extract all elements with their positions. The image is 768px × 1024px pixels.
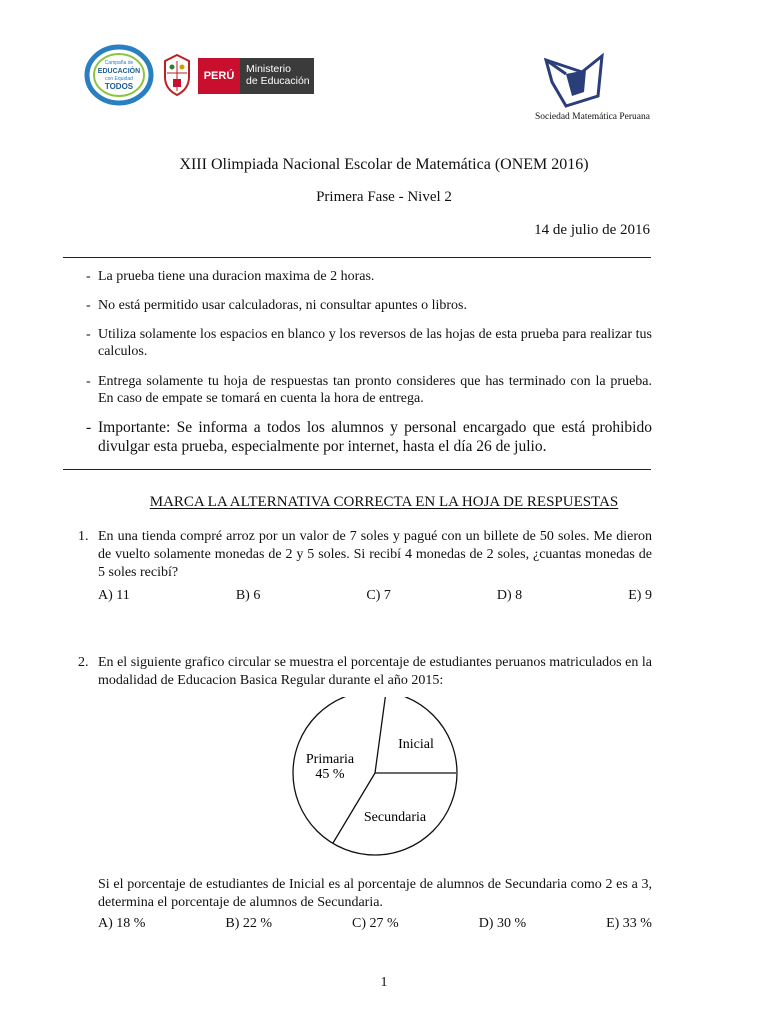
option-e: E) 9 — [628, 588, 652, 603]
pie-chart — [290, 697, 460, 857]
education-campaign-logo — [84, 44, 154, 106]
slice-label-inicial: Inicial — [398, 737, 434, 752]
exam-title: XIII Olimpiada Nacional Escolar de Matemática (ONEM 2016) — [179, 156, 589, 173]
instruction-item: - La prueba tiene una duracion maxima de 2 horas. — [86, 269, 375, 284]
question-1-options — [98, 588, 652, 604]
question-2-followup — [78, 876, 652, 912]
ministry-country: PERÚ — [198, 58, 240, 94]
exam-date: 14 de julio de 2016 — [534, 222, 650, 238]
slice-label-secundaria: Secundaria — [363, 810, 427, 825]
campaign-line-3: con Equidad — [105, 76, 133, 82]
campaign-line-4: TODOS — [104, 82, 134, 91]
campaign-line-1: Campaña de — [104, 60, 134, 66]
option-d: D) 30 % — [478, 916, 527, 931]
slice-label-primaria: Primaria — [305, 752, 355, 767]
option-c: C) 27 % — [352, 916, 399, 931]
option-a: A) 18 % — [98, 916, 146, 931]
option-e: E) 33 % — [606, 916, 652, 931]
question-text: En una tienda compré arroz por un valor de 7 soles y pagué con un billete de 50 soles. Me dieron de vuelto solamente monedas de 2 y 5 soles. Si recibí 4 monedas de 2 soles, ¿cuantas monedas de 5 soles recibí? — [98, 529, 652, 580]
exam-subtitle: Primera Fase - Nivel 2 — [316, 189, 452, 205]
option-b: B) 6 — [235, 588, 261, 603]
question-2 — [78, 654, 652, 690]
option-d: D) 8 — [496, 588, 523, 603]
instruction-item: - No está permitido usar calculadoras, ni consultar apuntes o libros. — [86, 298, 467, 313]
section-heading: MARCA LA ALTERNATIVA CORRECTA EN LA HOJA DE RESPUESTAS — [149, 494, 619, 510]
ministry-name-line2: de Educación — [246, 75, 310, 87]
peru-coat-of-arms-icon — [161, 53, 193, 97]
pie-divider-primaria-inicial — [375, 697, 386, 773]
question-followup-text: Si el porcentaje de estudiantes de Inicial es al porcentaje de alumnos de Secundaria como 2 es a 3, determina el porcentaje de alumnos de Secundaria. — [98, 877, 652, 910]
instruction-item: - Utiliza solamente los espacios en blanco y los reversos de las hojas de esta prueba para realizar tus calculos. — [86, 327, 652, 359]
question-2-options — [98, 916, 652, 932]
instruction-important: - Importante: Se informa a todos los alumnos y personal encargado que está prohibido divulgar esta prueba, especialmente por internet, hasta el día 26 de julio. — [86, 419, 652, 455]
divider-top — [63, 257, 651, 258]
ministry-name-line1: Ministerio — [246, 63, 291, 75]
option-a: A) 11 — [98, 588, 130, 603]
question-number: 1. — [78, 529, 89, 544]
option-b: B) 22 % — [225, 916, 273, 931]
ministry-badge — [198, 58, 314, 94]
pie-divider-secundaria-primaria — [333, 773, 375, 843]
smp-triangle-logo — [542, 52, 606, 108]
question-text: En el siguiente grafico circular se muestra el porcentaje de estudiantes peruanos matriculados en la modalidad de Educacion Basica Regular durante el año 2015: — [98, 655, 652, 688]
divider-bottom — [63, 469, 651, 470]
instruction-item: - Entrega solamente tu hoja de respuestas tan pronto consideres que has terminado con la prueba. En caso de empate se tomará en cuenta la hora de entrega. — [86, 374, 652, 406]
option-c: C) 7 — [366, 588, 391, 603]
slice-value-primaria: 45 % — [315, 767, 345, 782]
campaign-line-2: EDUCACIÓN — [97, 68, 141, 75]
question-number: 2. — [78, 655, 89, 670]
question-1 — [78, 528, 652, 582]
society-name: Sociedad Matemática Peruana — [534, 112, 650, 122]
page-number: 1 — [380, 975, 388, 990]
